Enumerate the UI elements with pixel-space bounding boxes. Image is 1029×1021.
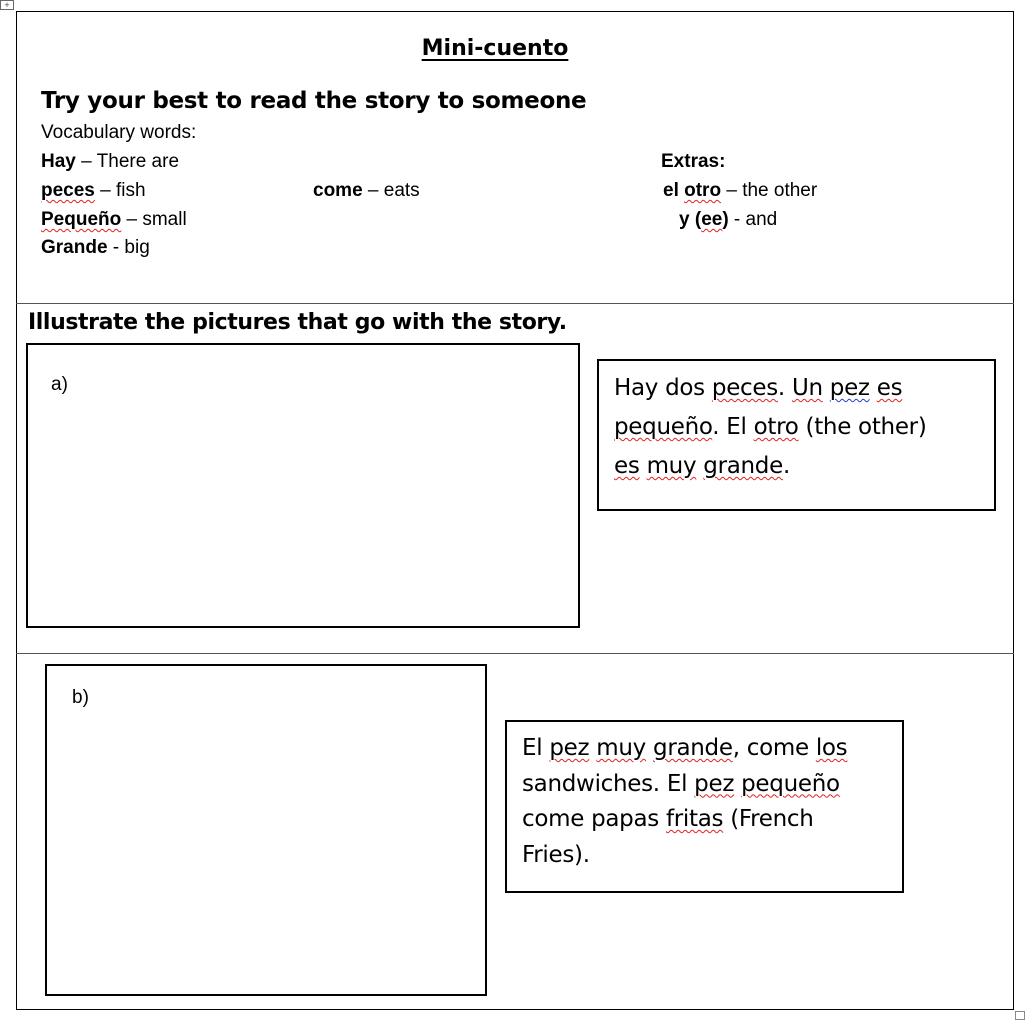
- table-move-handle[interactable]: +: [0, 0, 14, 10]
- vocab-item-hay: Hay – There are: [41, 151, 180, 172]
- page-title: Mini-cuento: [421, 36, 569, 61]
- extras-heading: Extras:: [661, 151, 726, 172]
- drawing-area-a[interactable]: [26, 343, 580, 628]
- vocab-item-pequeno: Pequeño – small: [41, 209, 187, 230]
- story-text-a: Hay dos peces. Un pez es pequeño. El otro (the other) es muy grande.: [614, 375, 927, 479]
- illustrate-heading: Illustrate the pictures that go with the story.: [28, 310, 567, 335]
- story-text-b: El pez muy grande, come los sandwiches. El pez pequeño come papas fritas (French Fries).: [522, 735, 848, 868]
- drawing-area-b[interactable]: [45, 664, 487, 996]
- extras-item-otro: el otro – the other: [663, 180, 818, 201]
- extras-item-y: y (ee) - and: [679, 209, 778, 230]
- table-row-divider: [16, 303, 1014, 304]
- table-row-divider: [16, 653, 1014, 654]
- vocab-item-come: come – eats: [313, 180, 420, 201]
- vocab-item-grande: Grande - big: [41, 237, 150, 258]
- vocab-item-peces: peces – fish: [41, 180, 146, 201]
- table-resize-handle[interactable]: [1015, 1011, 1025, 1020]
- instruction-heading: Try your best to read the story to someone: [41, 88, 587, 114]
- panel-a-label: a): [51, 374, 68, 395]
- panel-b-label: b): [72, 687, 89, 708]
- vocab-heading: Vocabulary words:: [41, 122, 197, 143]
